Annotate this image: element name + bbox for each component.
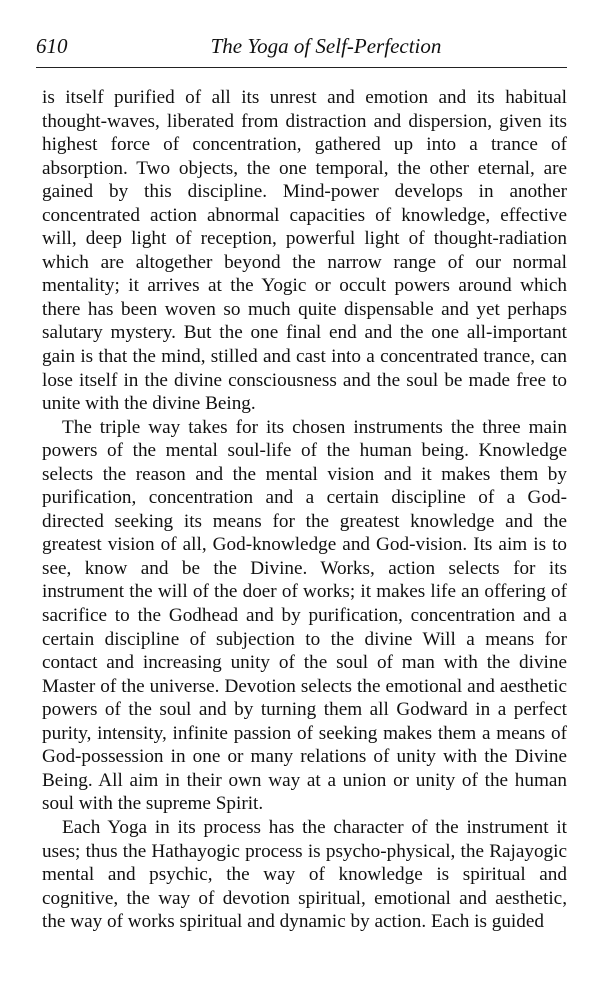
header-rule [36, 67, 567, 68]
running-title: The Yoga of Self-Perfection [210, 34, 442, 58]
paragraph-continued: is itself purified of all its unrest and emotion and its habitual thought-waves, liberated from distraction and dispersion, given its highest force of concentration, gathered up into a trance of absorption. Two objects, the one temporal, the other eternal, are gained by this discipline. Mind-power develops in another concentrated action abnormal capacities of knowledge, effective will, deep light of reception, powerful light of thought-radiation which are altogether beyond the narrow range of our normal mentality; it arrives at the Yogic or occult powers around which there has been woven so much quite dispensable and yet perhaps salutary mystery. But the one final end and the one all-important gain is that the mind, stilled and cast into a concentrated trance, can lose itself in the divine consciousness and the soul be made free to unite with the divine Being. [42, 87, 567, 415]
paragraph-each-yoga: Each Yoga in its process has the character of the instrument it uses; thus the Hathayogic process is psycho-physical, the Rajayogic mental and psychic, the way of knowledge is spiritual and cognitive, the way of devotion spiritual, emotional and aesthetic, the way of works spiritual and dynamic by action. Each is guided [42, 816, 567, 933]
running-head [36, 34, 567, 64]
body-text [42, 86, 567, 934]
page-number: 610 [36, 34, 68, 58]
paragraph-triple-way: The triple way takes for its chosen instruments the three main powers of the mental soul-life of the human being. Knowledge selects the reason and the mental vision and it makes them by purification, concentration and a certain discipline of a God-directed seeking its means for the greatest knowledge and the greatest vision of all, God-knowledge and God-vision. Its aim is to see, know and be the Divine. Works, action selects for its instrument the will of the doer of works; it makes life an offering of sacrifice to the Godhead and by purification, concentration and a certain discipline of subjection to the divine Will a means for contact and increasing unity of the soul of man with the divine Master of the universe. Devotion selects the emotional and aesthetic powers of the soul and by turning them all Godward in a perfect purity, intensity, infinite passion of seeking makes them a means of God-possession in one or many relations of unity with the Divine Being. All aim in their own way at a union or unity of the human soul with the supreme Spirit. [42, 416, 567, 815]
